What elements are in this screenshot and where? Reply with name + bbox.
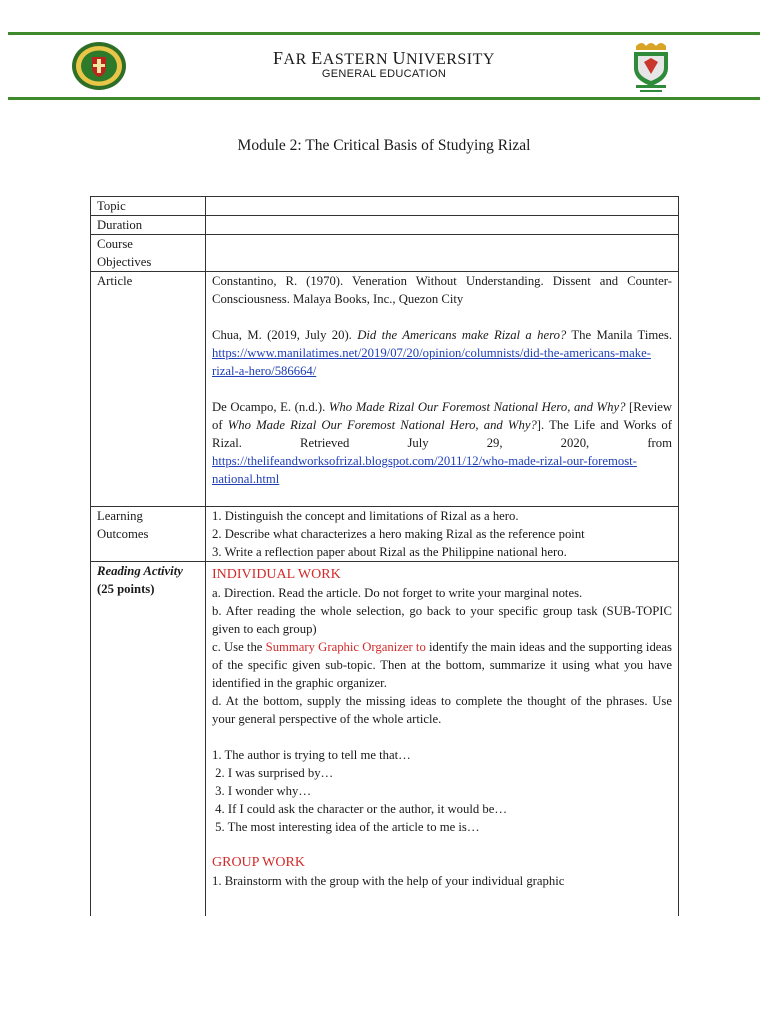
prompt-item: 1. The author is trying to tell me that… <box>212 748 411 762</box>
outcome-item: 3. Write a reflection paper about Rizal as the Philippine national hero. <box>212 545 567 559</box>
article-references <box>206 272 679 507</box>
duration-label: Duration <box>91 216 206 235</box>
reading-activity-label <box>91 562 206 921</box>
learning-outcomes-label <box>91 507 206 562</box>
instruction-b: b. After reading the whole selection, go back to your specific group task (SUB-TOPIC given to each group) <box>212 604 672 636</box>
page-bottom-margin <box>0 916 768 1024</box>
university-name: FAR EASTERN UNIVERSITY <box>273 48 495 68</box>
group-instruction-1: 1. Brainstorm with the group with the help of your individual graphic <box>212 874 565 888</box>
individual-work-heading: INDIVIDUAL WORK <box>212 567 341 582</box>
topic-label: Topic <box>91 197 206 216</box>
page-title: Module 2: The Critical Basis of Studying Rizal <box>237 137 531 154</box>
table-row-article <box>91 272 679 507</box>
module-table <box>90 196 679 921</box>
reference-chua: Chua, M. (2019, July 20). Did the Americans make Rizal a hero? The Manila Times. https://www.manilatimes.net/2019/07/20/opinion/columnists/did-the-americans-make-rizal-a-hero/586664/ <box>212 328 672 378</box>
chua-article-link[interactable]: https://www.manilatimes.net/2019/07/20/opinion/columnists/did-the-americans-make-rizal-a-hero/586664/ <box>212 346 651 378</box>
table-row-reading-activity <box>91 562 679 921</box>
prompt-item: 4. If I could ask the character or the author, it would be… <box>212 802 508 816</box>
instruction-a: a. Direction. Read the article. Do not forget to write your marginal notes. <box>212 586 583 600</box>
prompt-item: 5. The most interesting idea of the article to me is… <box>212 820 480 834</box>
course-objectives-label-line1: Course <box>97 237 133 251</box>
table-row-duration <box>91 216 679 235</box>
table-row-objectives <box>91 235 679 272</box>
outcome-item: 2. Describe what characterizes a hero making Rizal as the reference point <box>212 527 585 541</box>
reference-de-ocampo: De Ocampo, E. (n.d.). Who Made Rizal Our Foremost National Hero, and Why? [Review of Who Made Rizal Our Foremost National Hero, and Why?]. The Life and Works of Rizal. Retrieved July 29, 2020, from https://thelifeandworksofrizal.blogspot.com/2011/12/who-made-rizal-our-foremost-national.html <box>212 400 673 486</box>
header-bottom-rule <box>8 97 760 100</box>
department-name: GENERAL EDUCATION <box>321 68 447 80</box>
duration-value <box>206 216 679 235</box>
instruction-c: c. Use the Summary Graphic Organizer to identify the main ideas and the supporting ideas of the specific given sub-topic. Then at the bottom, summarize it using what you have identified in the graphic organizer. <box>212 640 672 690</box>
header-top-rule <box>8 32 760 35</box>
group-work-heading: GROUP WORK <box>212 855 305 870</box>
course-objectives-label <box>91 235 206 272</box>
reading-activity-instructions <box>206 562 679 921</box>
instruction-d: d. At the bottom, supply the missing ideas to complete the thought of the phrases. Use your general perspective of the whole article. <box>212 694 672 726</box>
general-education-crest-icon <box>626 38 676 96</box>
reference-constantino: Constantino, R. (1970). Veneration Without Understanding. Dissent and Counter-Consciousness. Malaya Books, Inc., Quezon City <box>212 274 672 306</box>
learning-outcomes-label-line2: Outcomes <box>97 527 149 541</box>
course-objectives-label-line2: Objectives <box>97 255 152 269</box>
outcome-item: 1. Distinguish the concept and limitations of Rizal as a hero. <box>212 509 519 523</box>
prompt-item: 3. I wonder why… <box>212 784 312 798</box>
course-objectives-value <box>206 235 679 272</box>
table-row-outcomes <box>91 507 679 562</box>
topic-value <box>206 197 679 216</box>
article-label: Article <box>91 272 206 507</box>
learning-outcomes-list <box>206 507 679 562</box>
reading-activity-points: (25 points) <box>97 582 155 596</box>
reading-activity-title: Reading Activity <box>97 564 183 578</box>
learning-outcomes-label-line1: Learning <box>97 509 143 523</box>
table-row-topic <box>91 197 679 216</box>
prompt-item: 2. I was surprised by… <box>212 766 334 780</box>
de-ocampo-article-link[interactable]: https://thelifeandworksofrizal.blogspot.com/2011/12/who-made-rizal-our-foremost-national.html <box>212 454 637 486</box>
